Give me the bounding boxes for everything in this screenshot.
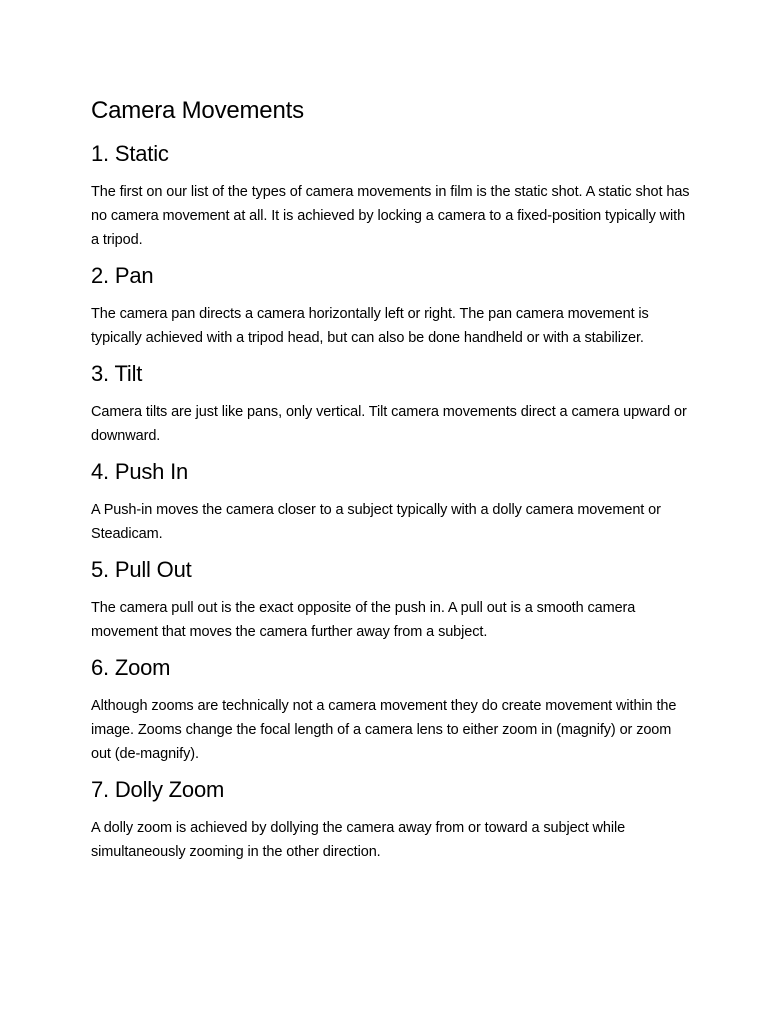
section-heading: 5. Pull Out: [91, 557, 192, 582]
section-heading: 7. Dolly Zoom: [91, 777, 225, 802]
document-content: [91, 96, 691, 875]
section-static: [91, 141, 691, 252]
section-body: The camera pull out is the exact opposite of the push in. A pull out is a smooth camera movement that moves the camera further away from a subject.: [91, 600, 636, 640]
section-push-in: [91, 459, 691, 546]
section-heading: 4. Push In: [91, 459, 189, 484]
section-body: Although zooms are technically not a camera movement they do create movement within the image. Zooms change the focal length of a camera lens to either zoom in (magnify) or zoom out (de-magnify).: [91, 698, 677, 762]
section-dolly-zoom: [91, 777, 691, 864]
section-heading: 1. Static: [91, 141, 169, 166]
section-heading: 2. Pan: [91, 263, 154, 288]
section-tilt: [91, 361, 691, 448]
section-body: A Push-in moves the camera closer to a subject typically with a dolly camera movement or Steadicam.: [91, 502, 661, 542]
section-body: A dolly zoom is achieved by dollying the camera away from or toward a subject while simultaneously zooming in the other direction.: [91, 820, 626, 860]
section-heading: 6. Zoom: [91, 655, 171, 680]
section-body: The camera pan directs a camera horizontally left or right. The pan camera movement is typically achieved with a tripod head, but can also be done handheld or with a stabilizer.: [91, 306, 649, 346]
section-pull-out: [91, 557, 691, 644]
section-zoom: [91, 655, 691, 766]
section-body: Camera tilts are just like pans, only vertical. Tilt camera movements direct a camera upward or downward.: [91, 404, 687, 444]
section-pan: [91, 263, 691, 350]
section-body: The first on our list of the types of camera movements in film is the static shot. A static shot has no camera movement at all. It is achieved by locking a camera to a fixed-position typically with a tripod.: [91, 184, 690, 248]
section-heading: 3. Tilt: [91, 361, 143, 386]
page-title: Camera Movements: [91, 97, 304, 124]
